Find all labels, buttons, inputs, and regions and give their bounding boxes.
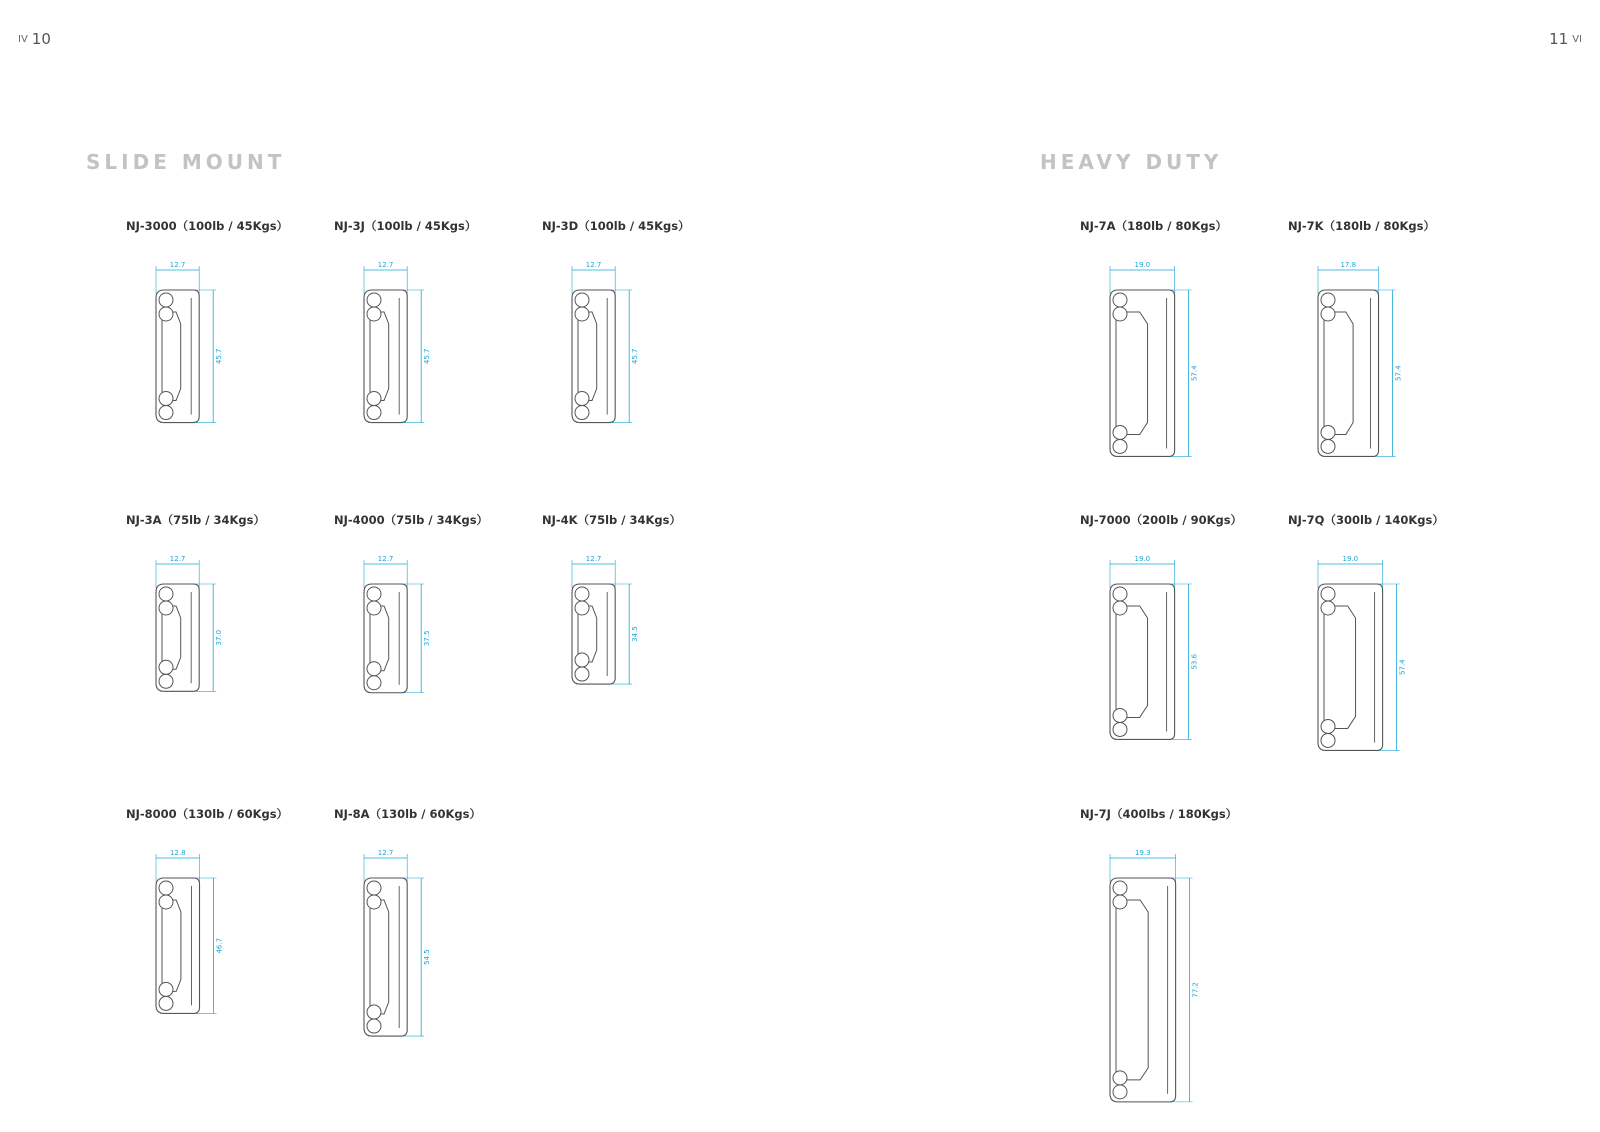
profile-drawing xyxy=(1080,806,1270,1046)
inner-rail xyxy=(1116,606,1148,717)
ball-bearing xyxy=(159,307,173,321)
ball-bearing xyxy=(575,667,589,681)
profile-drawing xyxy=(334,512,524,752)
product-nj-3000 xyxy=(126,218,316,458)
ball-bearing xyxy=(159,293,173,307)
profile-drawing xyxy=(542,218,732,458)
ball-bearing xyxy=(159,881,173,895)
profile-drawing xyxy=(542,512,732,752)
ball-bearing xyxy=(367,662,381,676)
product-nj-3d xyxy=(542,218,732,458)
ball-bearing xyxy=(367,1005,381,1019)
inner-rail xyxy=(162,312,181,401)
height-dimension-value: 77.2 xyxy=(1191,982,1200,998)
ball-bearing xyxy=(1321,719,1335,733)
ball-bearing xyxy=(575,587,589,601)
width-dimension-value: 19.0 xyxy=(1134,261,1151,269)
ball-bearing xyxy=(367,881,381,895)
height-dimension-value: 45.7 xyxy=(423,348,432,365)
ball-bearing xyxy=(1113,722,1127,736)
section-title-heavy-duty: HEAVY DUTY xyxy=(1040,150,1223,174)
inner-rail xyxy=(370,900,389,1014)
product-label: NJ-7K（180lb / 80Kgs） xyxy=(1288,219,1435,233)
ball-bearing xyxy=(367,307,381,321)
width-dimension-value: 12.7 xyxy=(377,849,394,857)
width-dimension-value: 12.7 xyxy=(585,555,602,563)
product-label: NJ-4000（75lb / 34Kgs） xyxy=(334,513,489,527)
product-nj-4000 xyxy=(334,512,524,752)
inner-rail xyxy=(1324,312,1353,434)
product-label: NJ-4K（75lb / 34Kgs） xyxy=(542,513,681,527)
inner-rail xyxy=(1116,312,1148,434)
width-dimension-value: 12.7 xyxy=(585,261,602,269)
profile-drawing xyxy=(1080,512,1270,752)
inner-rail xyxy=(162,606,181,669)
product-label: NJ-3J（100lb / 45Kgs） xyxy=(334,219,477,233)
ball-bearing xyxy=(367,676,381,690)
ball-bearing xyxy=(1113,1085,1127,1099)
product-label: NJ-3D（100lb / 45Kgs） xyxy=(542,219,690,233)
inner-rail xyxy=(578,312,597,401)
ball-bearing xyxy=(159,406,173,420)
ball-bearing xyxy=(1321,439,1335,453)
profile-drawing xyxy=(1288,512,1478,752)
profile-drawing xyxy=(126,512,316,752)
profile-drawing xyxy=(126,806,316,1046)
ball-bearing xyxy=(159,982,173,996)
product-nj-7j xyxy=(1080,806,1270,1046)
profile-drawing xyxy=(1288,218,1478,458)
ball-bearing xyxy=(1113,293,1127,307)
product-label: NJ-7Q（300lb / 140Kgs） xyxy=(1288,513,1444,527)
ball-bearing xyxy=(1113,425,1127,439)
page-mark-right: VI xyxy=(1572,33,1582,45)
ball-bearing xyxy=(367,587,381,601)
ball-bearing xyxy=(159,895,173,909)
width-dimension-value: 19.0 xyxy=(1342,555,1359,563)
ball-bearing xyxy=(575,392,589,406)
ball-bearing xyxy=(1321,293,1335,307)
page-number-right xyxy=(1549,30,1582,48)
ball-bearing xyxy=(367,601,381,615)
ball-bearing xyxy=(1113,439,1127,453)
product-nj-4k xyxy=(542,512,732,752)
ball-bearing xyxy=(1113,881,1127,895)
ball-bearing xyxy=(1113,708,1127,722)
ball-bearing xyxy=(1113,601,1127,615)
ball-bearing xyxy=(1321,425,1335,439)
width-dimension-value: 12.7 xyxy=(377,555,394,563)
product-nj-7a xyxy=(1080,218,1270,458)
product-label: NJ-3000（100lb / 45Kgs） xyxy=(126,219,289,233)
width-dimension-value: 12.7 xyxy=(169,555,186,563)
profile-drawing xyxy=(1080,218,1270,458)
product-nj-8000 xyxy=(126,806,316,1046)
product-label: NJ-7J（400lbs / 180Kgs） xyxy=(1080,807,1238,821)
page-number-left-value: 10 xyxy=(31,30,51,48)
ball-bearing xyxy=(575,601,589,615)
ball-bearing xyxy=(367,406,381,420)
section-title-slide-mount: SLIDE MOUNT xyxy=(86,150,286,174)
height-dimension-value: 37.5 xyxy=(423,630,432,647)
width-dimension-value: 17.8 xyxy=(1340,261,1357,269)
ball-bearing xyxy=(1321,601,1335,615)
inner-rail xyxy=(162,900,181,991)
ball-bearing xyxy=(1113,587,1127,601)
page-mark-left: IV xyxy=(18,33,28,45)
product-label: NJ-3A（75lb / 34Kgs） xyxy=(126,513,265,527)
ball-bearing xyxy=(1321,733,1335,747)
ball-bearing xyxy=(575,293,589,307)
height-dimension-value: 45.7 xyxy=(631,348,640,365)
outer-rail xyxy=(1110,878,1176,1102)
product-nj-3j xyxy=(334,218,524,458)
inner-rail xyxy=(1116,900,1148,1080)
width-dimension-value: 12.8 xyxy=(169,849,186,857)
height-dimension-value: 37.0 xyxy=(215,629,224,646)
height-dimension-value: 45.7 xyxy=(215,348,224,365)
width-dimension-value: 19.3 xyxy=(1135,849,1151,857)
product-label: NJ-8000（130lb / 60Kgs） xyxy=(126,807,289,821)
ball-bearing xyxy=(1321,307,1335,321)
inner-rail xyxy=(370,312,389,401)
ball-bearing xyxy=(159,392,173,406)
ball-bearing xyxy=(159,601,173,615)
ball-bearing xyxy=(367,293,381,307)
product-nj-7k xyxy=(1288,218,1478,458)
ball-bearing xyxy=(159,660,173,674)
product-label: NJ-7A（180lb / 80Kgs） xyxy=(1080,219,1227,233)
ball-bearing xyxy=(159,674,173,688)
page-number-left xyxy=(18,30,51,48)
profile-drawing xyxy=(126,218,316,458)
ball-bearing xyxy=(575,406,589,420)
profile-drawing xyxy=(334,806,524,1046)
height-dimension-value: 57.4 xyxy=(1398,659,1407,676)
width-dimension-value: 12.7 xyxy=(169,261,186,269)
height-dimension-value: 34.5 xyxy=(631,626,640,642)
inner-rail xyxy=(1324,606,1356,728)
product-nj-3a xyxy=(126,512,316,752)
ball-bearing xyxy=(1321,587,1335,601)
ball-bearing xyxy=(575,653,589,667)
product-nj-7000 xyxy=(1080,512,1270,752)
ball-bearing xyxy=(1113,895,1127,909)
width-dimension-value: 12.7 xyxy=(377,261,394,269)
ball-bearing xyxy=(367,392,381,406)
ball-bearing xyxy=(159,996,173,1010)
inner-rail xyxy=(370,606,389,671)
ball-bearing xyxy=(367,1019,381,1033)
ball-bearing xyxy=(1113,1071,1127,1085)
product-nj-7q xyxy=(1288,512,1478,752)
page-number-right-value: 11 xyxy=(1549,30,1569,48)
height-dimension-value: 46.7 xyxy=(215,937,224,954)
ball-bearing xyxy=(367,895,381,909)
width-dimension-value: 19.0 xyxy=(1134,555,1151,563)
profile-drawing xyxy=(334,218,524,458)
height-dimension-value: 57.4 xyxy=(1394,365,1403,382)
height-dimension-value: 54.5 xyxy=(423,949,432,965)
height-dimension-value: 57.4 xyxy=(1190,365,1199,382)
product-nj-8a xyxy=(334,806,524,1046)
ball-bearing xyxy=(1113,307,1127,321)
height-dimension-value: 53.6 xyxy=(1190,653,1199,670)
product-label: NJ-8A（130lb / 60Kgs） xyxy=(334,807,481,821)
ball-bearing xyxy=(575,307,589,321)
ball-bearing xyxy=(159,587,173,601)
product-label: NJ-7000（200lb / 90Kgs） xyxy=(1080,513,1243,527)
